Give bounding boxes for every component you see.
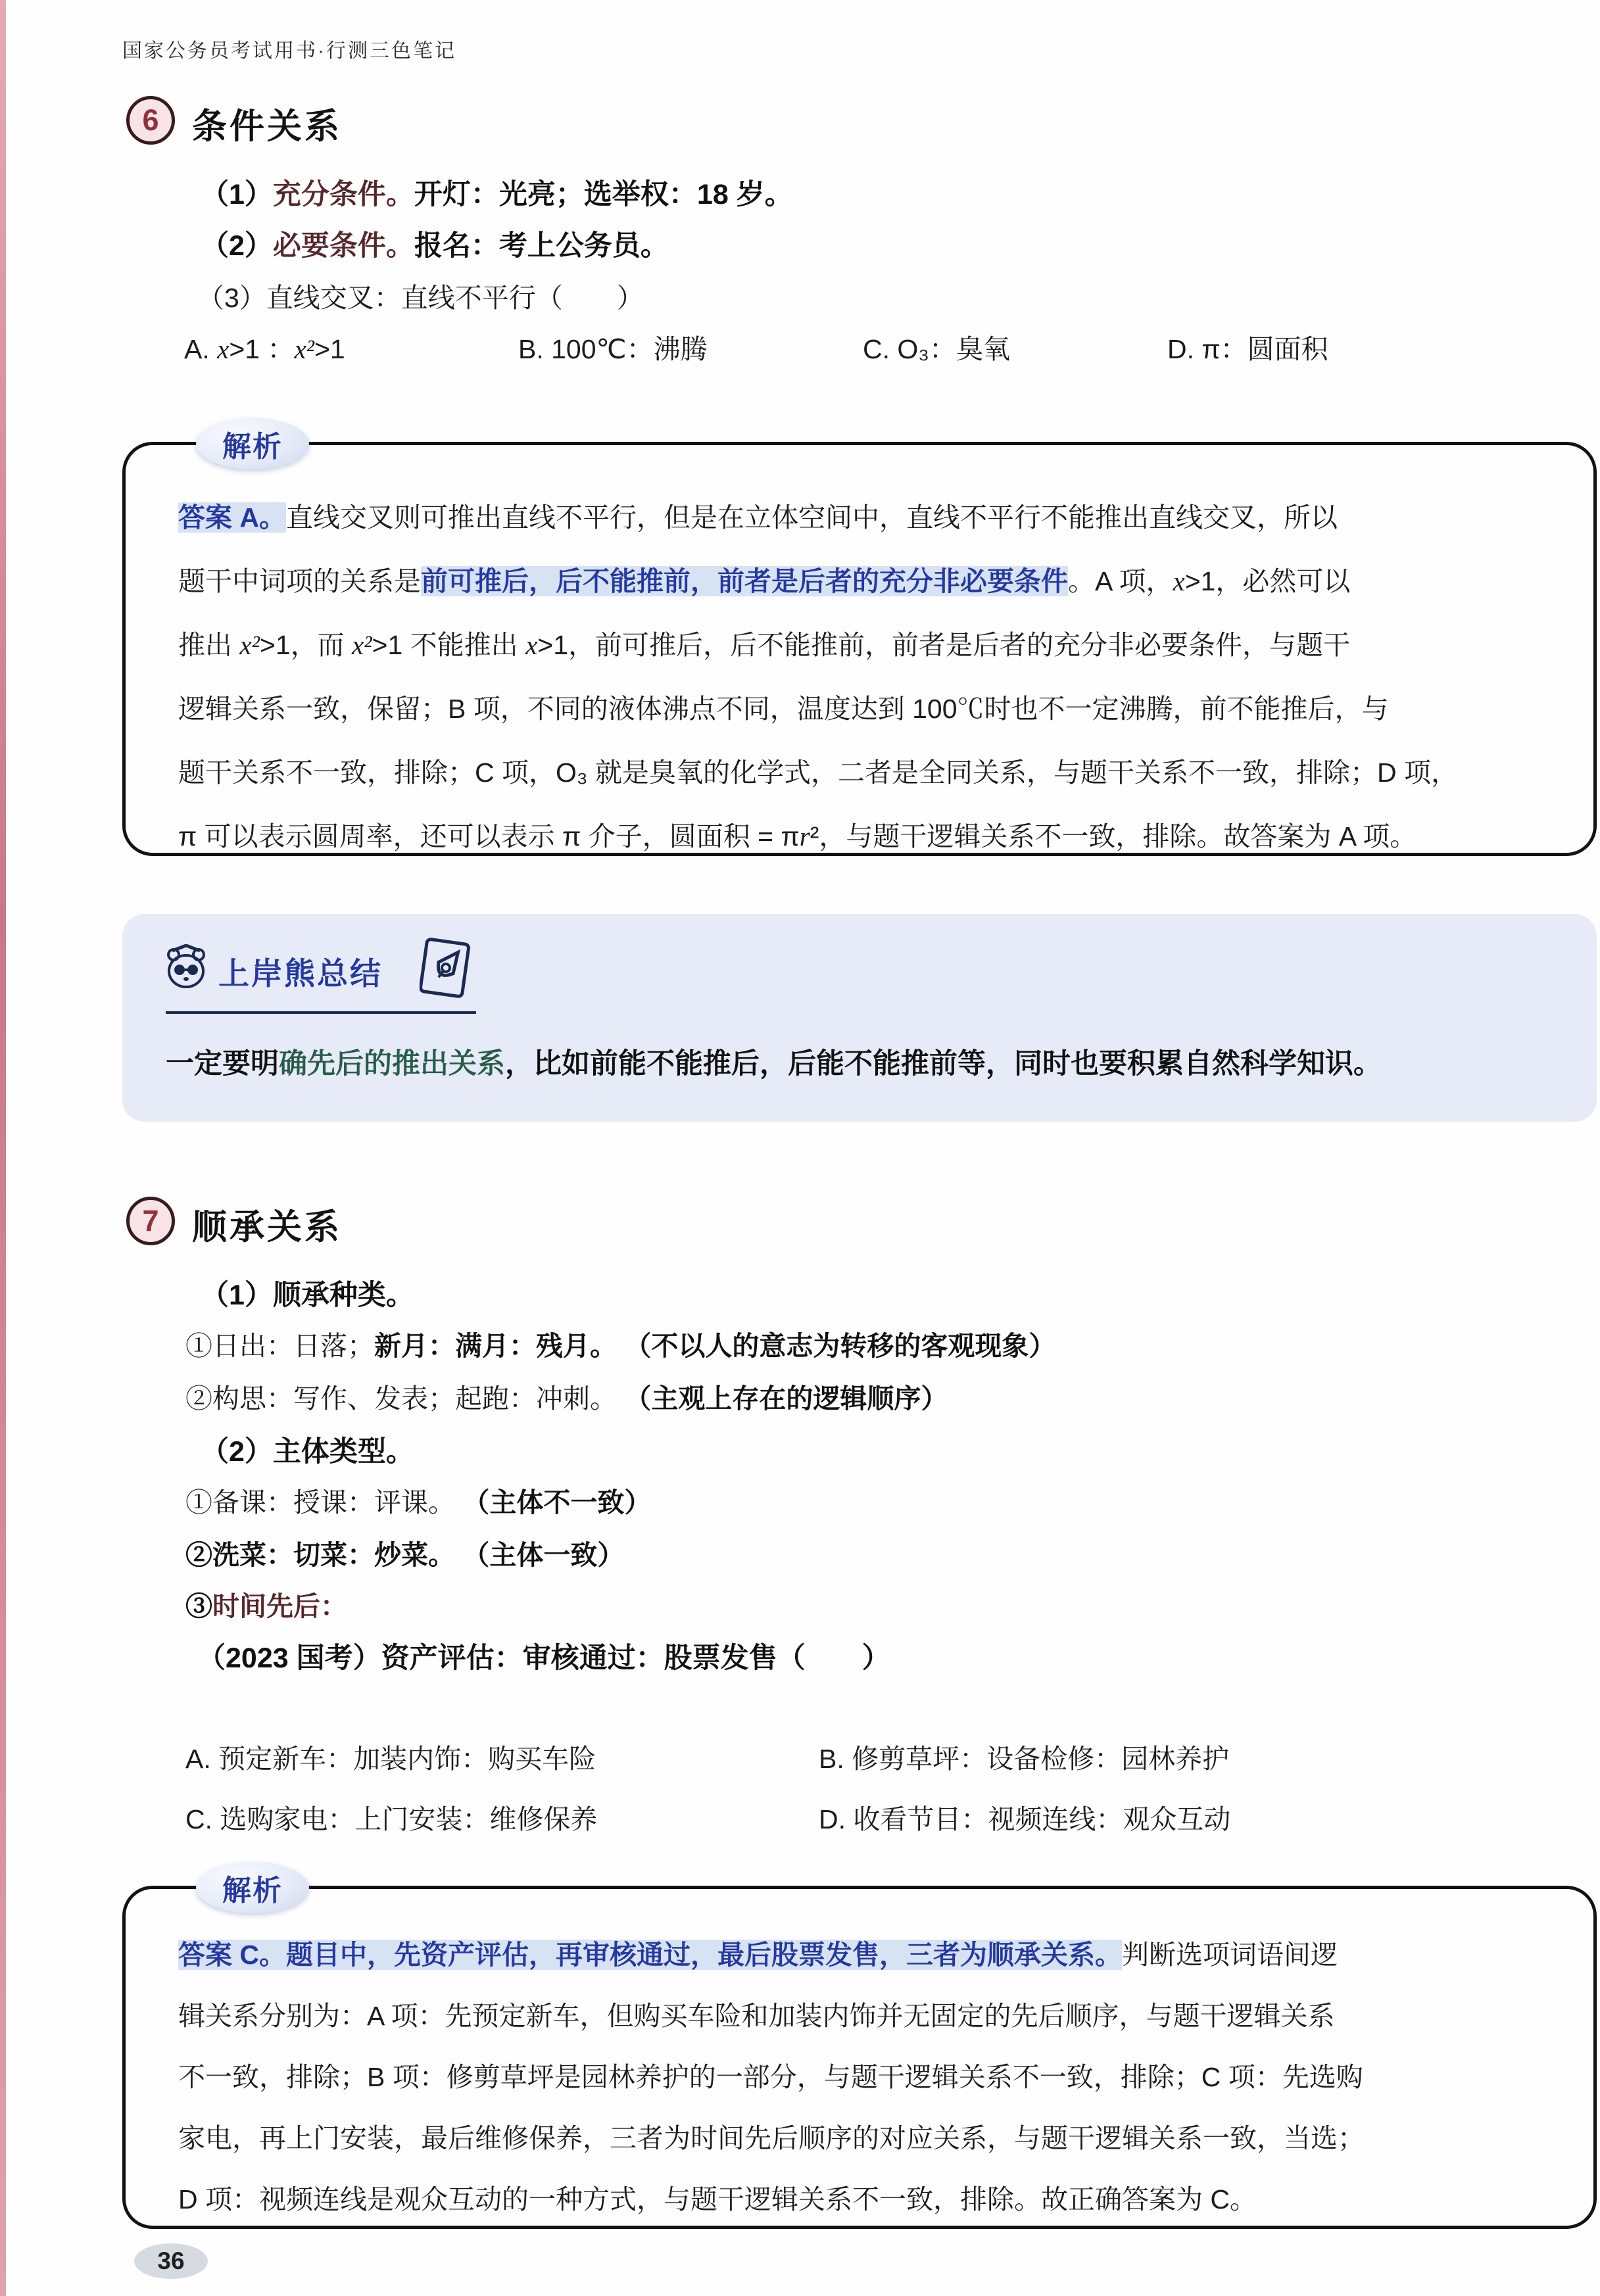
content-line-writing: ②构思：写作、发表；起跑：冲刺。 （主观上存在的逻辑顺序） — [185, 1383, 948, 1414]
section-6-title: 条件关系 — [192, 107, 342, 146]
content-line-sufficient-condition: （1）充分条件。开灯：光亮；选举权：18 岁。 — [201, 179, 793, 210]
option-d-q2: D. 收看节目：视频连线：观众互动 — [819, 1804, 1231, 1834]
section-7-badge — [126, 1197, 175, 1245]
option-d-q1: D. π：圆面积 — [1167, 334, 1328, 364]
content-line-question-2: （2023 国考）资产评估：审核通过：股票发售（ ） — [197, 1642, 890, 1674]
summary-underline — [166, 1011, 476, 1014]
analysis-1-line: 题干中词项的关系是前可推后，后不能推前，前者是后者的充分非必要条件。A 项，x>1，必然可以 — [178, 566, 1351, 596]
summary-text: 一定要明确先后的推出关系，比如前能不能推后，后能不能推前等，同时也要积累自然科学知识。 — [166, 1048, 1382, 1080]
content-line-types-heading: （1）顺承种类。 — [201, 1280, 414, 1311]
pen-nib-icon — [420, 936, 473, 1003]
analysis-1-line: 逻辑关系一致，保留；B 项，不同的液体沸点不同，温度达到 100℃时也不一定沸腾，前不能推后，与 — [178, 694, 1389, 724]
summary-box — [122, 914, 1597, 1122]
analysis-1-line: 推出 x²>1，而 x²>1 不能推出 x>1，前可推后，后不能推前，前者是后者的充分非必要条件，与题干 — [178, 630, 1351, 660]
page-number: 36 — [157, 2247, 185, 2274]
analysis-2-line: 答案 C。题目中，先资产评估，再审核通过，最后股票发售，三者为顺承关系。判断选项词语间逻 — [178, 1940, 1338, 1970]
analysis-label-2: 解析 — [196, 1862, 309, 1913]
analysis-label-1: 解析 — [196, 418, 309, 469]
analysis-1-line: π 可以表示圆周率，还可以表示 π 介子，圆面积 = πr²，与题干逻辑关系不一致，排除。故答案为 A 项。 — [178, 821, 1417, 851]
option-b-q1: B. 100℃：沸腾 — [518, 334, 708, 364]
analysis-box-1 — [122, 442, 1597, 856]
option-b-q2: B. 修剪草坪：设备检修：园林养护 — [819, 1744, 1230, 1774]
section-7-number: 7 — [142, 1204, 159, 1237]
option-c-q2: C. 选购家电：上门安装：维修保养 — [185, 1804, 598, 1834]
content-line-lesson: ①备课：授课：评课。 （主体不一致） — [185, 1487, 652, 1518]
content-line-cooking: ②洗菜：切菜：炒菜。 （主体一致） — [185, 1540, 625, 1570]
section-6-badge — [126, 96, 175, 145]
analysis-2-line: 不一致，排除；B 项：修剪草坪是园林养护的一部分，与题干逻辑关系不一致，排除；C 项：先选购 — [178, 2062, 1363, 2092]
content-line-time-order: ③时间先后： — [185, 1591, 347, 1621]
analysis-2-line: 辑关系分别为：A 项：先预定新车，但购买车险和加装内饰并无固定的先后顺序，与题干逻辑关系 — [178, 2001, 1335, 2031]
book-title: 国家公务员考试用书·行测三色笔记 — [122, 40, 456, 62]
section-6-number: 6 — [142, 103, 159, 137]
analysis-1-line: 题干关系不一致，排除；C 项，O₃ 就是臭氧的化学式，二者是全同关系，与题干关系不一致，排除；D 项， — [178, 757, 1458, 788]
analysis-1-line: 答案 A。直线交叉则可推出直线不平行，但是在立体空间中，直线不平行不能推出直线交叉，所以 — [178, 502, 1338, 533]
option-c-q1: C. O₃：臭氧 — [863, 334, 1010, 364]
page-number-badge — [134, 2243, 208, 2279]
option-a-q2: A. 预定新车：加装内饰：购买车险 — [185, 1744, 596, 1774]
page-edge-strip — [0, 0, 6, 2296]
summary-title: 上岸熊总结 — [218, 956, 383, 991]
analysis-2-line: D 项：视频连线是观众互动的一种方式，与题干逻辑关系不一致，排除。故正确答案为 C。 — [178, 2184, 1257, 2214]
bear-icon — [163, 944, 209, 996]
section-7-title: 顺承关系 — [192, 1208, 342, 1247]
option-a-q1: A. x>1 ：x²>1 — [184, 334, 345, 364]
analysis-2-line: 家电，再上门安装，最后维修保养，三者为时间先后顺序的对应关系，与题干逻辑关系一致，当选； — [178, 2123, 1365, 2153]
content-line-sunrise: ①日出：日落；新月：满月：残月。 （不以人的意志为转移的客观现象） — [185, 1331, 1056, 1361]
content-line-necessary-condition: （2）必要条件。报名：考上公务员。 — [201, 230, 669, 262]
analysis-box-2 — [122, 1886, 1597, 2229]
content-line-subject-heading: （2）主体类型。 — [201, 1436, 414, 1468]
content-line-question-1: （3）直线交叉：直线不平行（ ） — [197, 283, 644, 313]
